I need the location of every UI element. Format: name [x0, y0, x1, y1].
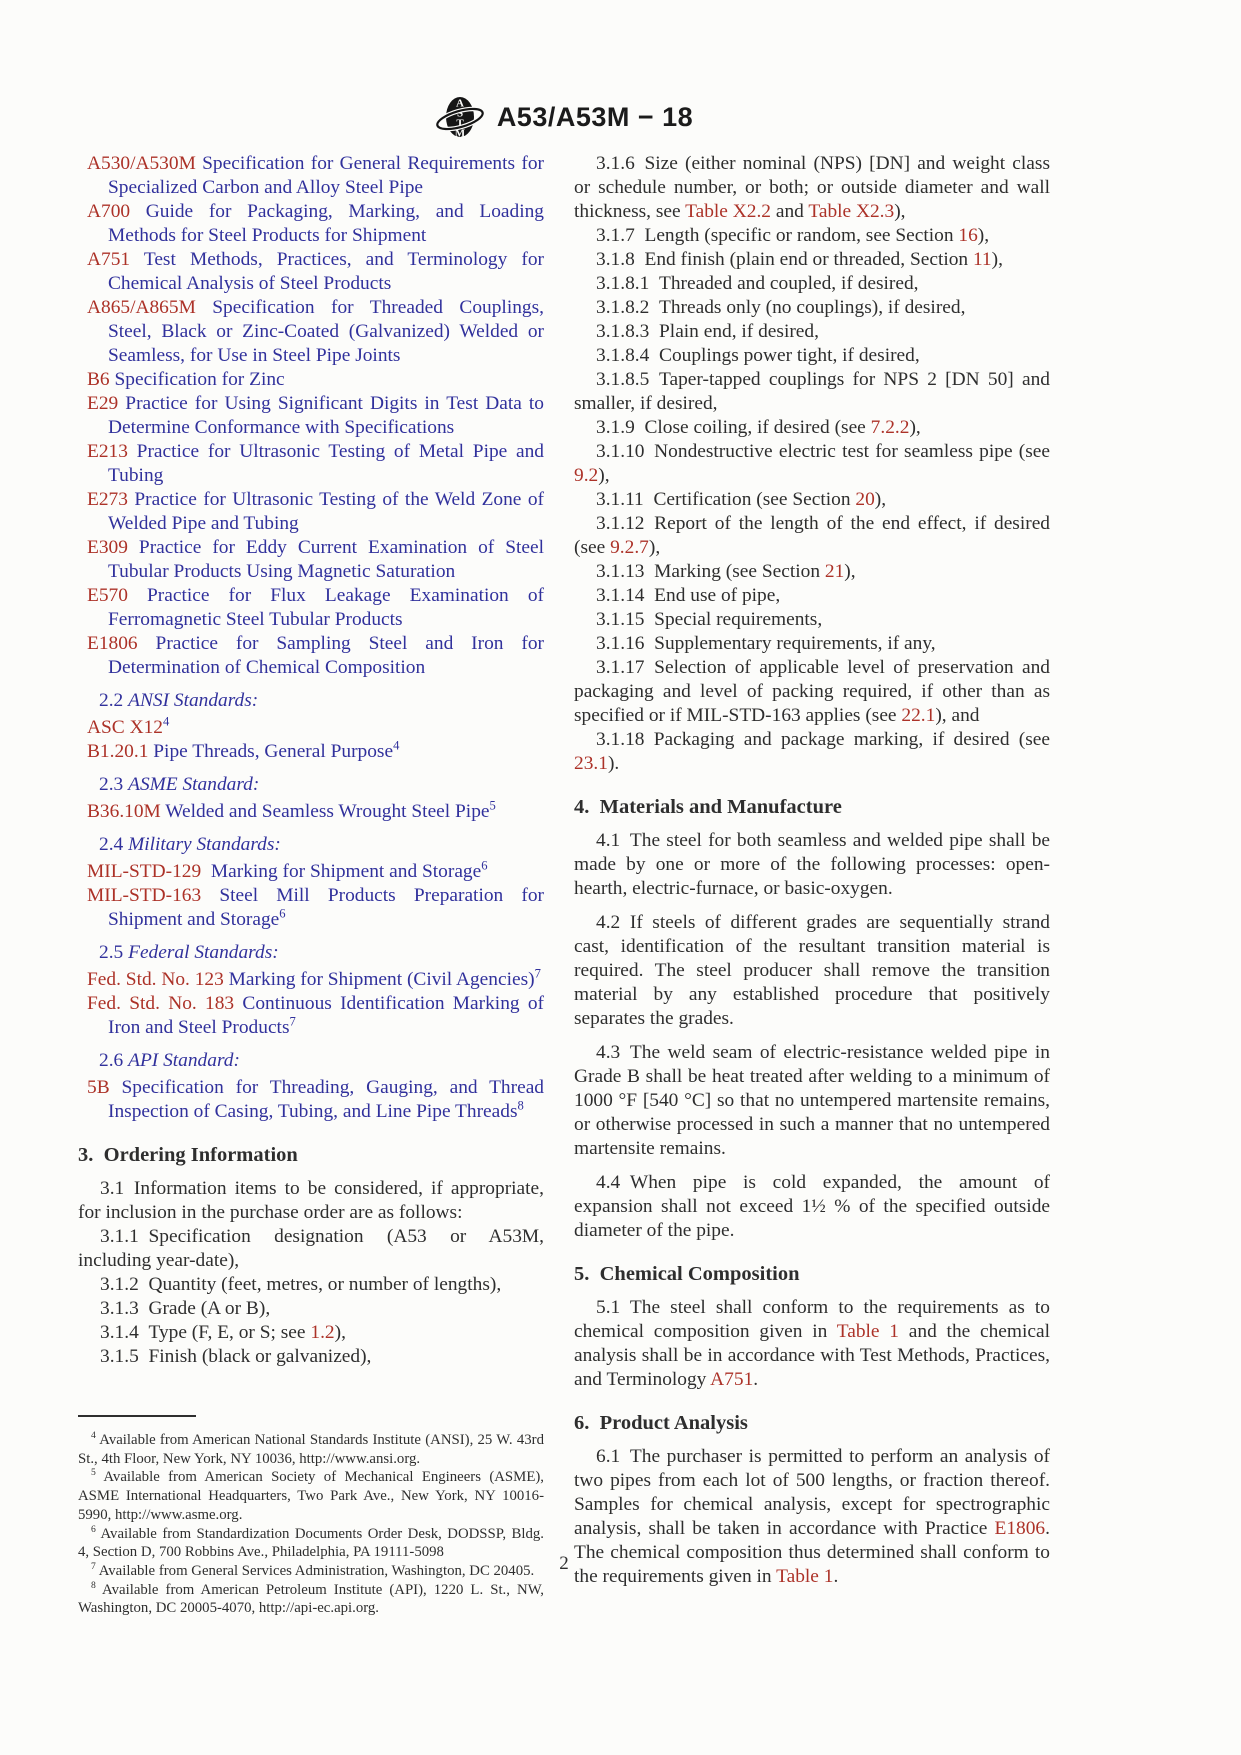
text-run: 8 — [517, 1098, 524, 1113]
crossref-link[interactable]: Fed. Std. No. 183 — [87, 993, 235, 1014]
text-run: 3.1.15 Special requirements, — [596, 609, 823, 630]
paragraph — [574, 656, 1050, 728]
svg-text:M: M — [454, 127, 466, 140]
text-run: Available from American Society of Mechanical Engineers (ASME), ASME International Headquarters, Two Park Ave., New York, NY 10016-5990, http://www.asme.org. — [78, 1469, 544, 1523]
text-run: and — [771, 201, 809, 222]
text-run: 3.1.8.3 Plain end, if desired, — [596, 321, 819, 342]
standard-designation: A53/A53M − 18 — [496, 102, 694, 132]
reference-entry — [87, 992, 544, 1040]
text-run: and the chemical analysis shall be in accordance with Test Methods, Practices, and Terminology — [574, 1321, 1050, 1390]
text-run: Practice for Ultrasonic Testing of the Weld Zone of Welded Pipe and Tubing — [108, 489, 544, 534]
text-run: 5.1 The steel shall conform to the requirements as to chemical composition given in — [574, 1297, 1050, 1342]
text-run: Available from American National Standards Institute (ANSI), 25 W. 43rd St., 4th Floor, New York, NY 10036, http://www.ansi.org. — [78, 1432, 544, 1467]
text-run: 4.2 If steels of different grades are sequentially strand cast, identification of the resultant transition material is required. The steel producer shall remove the transition material by any established procedure that positively separates the grades. — [574, 912, 1050, 1029]
text-run: Guide for Packaging, Marking, and Loading Methods for Steel Products for Shipment — [108, 201, 544, 246]
text-run: 7 — [91, 1561, 96, 1572]
text-run: ), — [648, 537, 661, 558]
crossref-link[interactable]: 16 — [958, 225, 978, 246]
reference-entry — [87, 632, 544, 680]
text-run: ), — [844, 561, 856, 582]
section-heading — [574, 1262, 1050, 1286]
crossref-link[interactable]: 9.2.7 — [610, 537, 649, 558]
text-run: Federal Standards: — [128, 942, 279, 963]
text-run: . The chemical composition thus determined shall conform to the requirements given in — [574, 1518, 1050, 1587]
text-run: Test Methods, Practices, and Terminology for Chemical Analysis of Steel Products — [108, 249, 544, 294]
text-run: ), — [894, 201, 906, 222]
paragraph — [78, 1177, 544, 1225]
crossref-link[interactable]: MIL-STD-163 — [87, 885, 202, 906]
text-run: 5. Chemical Composition — [574, 1263, 800, 1285]
text-run: Practice for Sampling Steel and Iron for Determination of Chemical Composition — [108, 633, 544, 678]
text-run: 4. Materials and Manufacture — [574, 796, 842, 818]
crossref-link[interactable]: ASC X12 — [87, 717, 163, 738]
text-run: 3.1.1 Specification designation (A53 or A53M, including year-date), — [78, 1226, 544, 1271]
text-run: ), — [991, 249, 1003, 270]
reference-entry — [87, 440, 544, 488]
text-run: Marking for Shipment and Storage — [201, 861, 482, 882]
paragraph — [574, 368, 1050, 416]
paragraph — [574, 272, 1050, 296]
text-run: 3.1.3 Grade (A or B), — [100, 1298, 271, 1319]
reference-entry — [87, 248, 544, 296]
crossref-link[interactable]: A530/A530M — [87, 153, 196, 174]
paragraph — [574, 344, 1050, 368]
crossref-link[interactable]: A751 — [710, 1369, 754, 1390]
text-run: 4.3 The weld seam of electric-resistance welded pipe in Grade B shall be heat treated after welding to a minimum of 1000 °F [540 °C] so that no untempered martensite remains, or otherwise processed in such a manner that no untempered martensite remains. — [574, 1042, 1050, 1159]
svg-text:S: S — [456, 107, 463, 120]
reference-entry — [87, 200, 544, 248]
paragraph — [574, 224, 1050, 248]
paragraph — [78, 1345, 544, 1369]
text-run: ), and — [935, 705, 980, 726]
text-run: Steel Mill Products Preparation for Shipment and Storage — [108, 885, 544, 930]
reference-entry — [87, 392, 544, 440]
text-run: 5 — [489, 798, 496, 813]
text-run: Pipe Threads, General Purpose — [148, 741, 394, 762]
page-number: 2 — [559, 1553, 569, 1574]
paragraph — [574, 152, 1050, 224]
crossref-link[interactable]: E1806 — [994, 1518, 1046, 1539]
text-run: Continuous Identification Marking of Iron and Steel Products — [108, 993, 545, 1038]
subsection-label — [78, 773, 544, 797]
footnote-separator — [78, 1415, 196, 1417]
paragraph — [574, 1296, 1050, 1392]
text-run: 2.3 — [99, 774, 129, 795]
text-run: API Standard: — [128, 1050, 240, 1071]
text-run: 3.1.8.4 Couplings power tight, if desired, — [596, 345, 920, 366]
paragraph — [574, 632, 1050, 656]
crossref-link[interactable]: A865/A865M — [87, 297, 196, 318]
text-run: Military Standards: — [128, 834, 281, 855]
text-run: . — [833, 1566, 839, 1587]
crossref-link[interactable]: B6 — [87, 369, 110, 390]
text-run: ANSI Standards: — [128, 690, 259, 711]
text-run: 7 — [289, 1014, 296, 1029]
crossref-link[interactable]: 1.2 — [310, 1322, 335, 1343]
astm-logo-icon — [435, 94, 485, 140]
text-run: 3.1.14 End use of pipe, — [596, 585, 781, 606]
reference-entry — [87, 968, 544, 992]
crossref-link[interactable]: 23.1 — [574, 753, 608, 774]
text-run: Available from General Services Administration, Washington, DC 20405. — [95, 1562, 535, 1579]
text-run: 3.1.13 Marking (see Section — [596, 561, 825, 582]
section-heading — [574, 795, 1050, 819]
text-run: Welded and Seamless Wrought Steel Pipe — [160, 801, 490, 822]
text-run: 5 — [91, 1467, 96, 1479]
text-run: 3.1.8.1 Threaded and coupled, if desired, — [596, 273, 919, 294]
reference-entry — [87, 1076, 544, 1124]
text-run: 4.4 When pipe is cold expanded, the amount of expansion shall not exceed 1½ % of the specified outside diameter of the pipe. — [574, 1172, 1050, 1241]
svg-text:T: T — [456, 117, 464, 130]
crossref-link[interactable]: E570 — [87, 585, 128, 606]
reference-entry — [87, 884, 544, 932]
text-run: 7 — [534, 966, 541, 981]
footnote — [78, 1468, 544, 1524]
reference-entry — [87, 296, 544, 368]
text-run: 3.1.6 Size (either nominal (NPS) [DN] and weight class or schedule number, or both; or outside diameter and wall thickness, see — [574, 153, 1050, 222]
text-run: 2.4 — [99, 834, 129, 855]
text-run: 3.1.11 Certification (see Section — [596, 489, 856, 510]
text-run: 6. Product Analysis — [574, 1412, 748, 1434]
text-run: 3.1.7 Length (specific or random, see Section — [596, 225, 959, 246]
text-run: 6 — [481, 858, 488, 873]
text-run: 4 — [162, 714, 170, 729]
text-run: 3.1.8.2 Threads only (no couplings), if desired, — [596, 297, 966, 318]
reference-entry — [87, 740, 544, 764]
paragraph — [78, 1297, 544, 1321]
crossref-link[interactable]: A751 — [87, 249, 131, 270]
text-run: . — [753, 1369, 759, 1390]
paragraph — [574, 416, 1050, 440]
crossref-link[interactable]: A700 — [87, 201, 131, 222]
text-run: 3.1.8 End finish (plain end or threaded, Section — [596, 249, 973, 270]
text-run: 2.6 — [99, 1050, 129, 1071]
paragraph — [574, 440, 1050, 488]
footnote — [78, 1431, 544, 1468]
text-run: 3. Ordering Information — [78, 1144, 298, 1166]
paragraph — [574, 1041, 1050, 1161]
reference-entry — [87, 584, 544, 632]
reference-entry — [87, 368, 544, 392]
text-run: Practice for Eddy Current Examination of Steel Tubular Products Using Magnetic Saturation — [108, 537, 544, 582]
text-run: ), — [909, 417, 921, 438]
paragraph — [574, 829, 1050, 901]
text-run: 3.1.2 Quantity (feet, metres, or number of lengths), — [100, 1274, 502, 1295]
paragraph — [574, 911, 1050, 1031]
two-column-content — [78, 152, 1050, 1618]
reference-entry — [87, 716, 544, 740]
text-run: 3.1.10 Nondestructive electric test for seamless pipe (see — [596, 441, 1050, 462]
crossref-link[interactable]: Fed. Std. No. 123 — [87, 969, 224, 990]
text-run: Practice for Flux Leakage Examination of Ferromagnetic Steel Tubular Products — [108, 585, 544, 630]
paragraph — [78, 1273, 544, 1297]
paragraph — [574, 584, 1050, 608]
page-header — [78, 94, 1050, 140]
section-heading — [574, 1411, 1050, 1435]
text-run: 8 — [91, 1579, 96, 1591]
footnote — [78, 1581, 544, 1618]
subsection-label — [78, 1049, 544, 1073]
crossref-link[interactable]: 20 — [855, 489, 875, 510]
paragraph — [574, 728, 1050, 776]
text-run: 6 — [279, 906, 286, 921]
text-run: Practice for Ultrasonic Testing of Metal Pipe and Tubing — [108, 441, 544, 486]
text-run: Specification for General Requirements for Specialized Carbon and Alloy Steel Pipe — [108, 153, 544, 198]
crossref-link[interactable]: 11 — [972, 249, 992, 270]
text-run: ), — [977, 225, 990, 246]
text-run: Specification for Threading, Gauging, and Thread Inspection of Casing, Tubing, and Line Pipe Threads — [108, 1077, 544, 1122]
paragraph — [574, 560, 1050, 584]
subsection-label — [78, 941, 544, 965]
section-heading — [78, 1143, 544, 1167]
right-column — [574, 152, 1050, 1618]
text-run: 3.1.5 Finish (black or galvanized), — [100, 1346, 372, 1367]
paragraph — [78, 1225, 544, 1273]
text-run: 3.1.9 Close coiling, if desired (see — [596, 417, 871, 438]
text-run: 3.1.17 Selection of applicable level of preservation and packaging and level of packing required, if other than as specified or if MIL-STD-163 applies (see — [574, 657, 1050, 726]
text-run: 4.1 The steel for both seamless and welded pipe shall be made by one or more of the following processes: open-hearth, electric-furnace, or basic-oxygen. — [574, 830, 1050, 899]
crossref-link[interactable]: E273 — [87, 489, 128, 510]
crossref-link[interactable]: 21 — [824, 561, 845, 582]
text-run: 6 — [91, 1523, 96, 1535]
left-column — [78, 152, 544, 1618]
text-run: 4 — [393, 738, 400, 753]
text-run: Available from American Petroleum Institute (API), 1220 L. St., NW, Washington, DC 20005-4070, http://api-ec.api.org. — [78, 1581, 544, 1617]
crossref-link[interactable]: 5B — [87, 1077, 110, 1098]
crossref-link[interactable]: E213 — [87, 441, 128, 462]
paragraph — [574, 1171, 1050, 1243]
paragraph — [574, 296, 1050, 320]
text-run: 3.1.16 Supplementary requirements, if any, — [596, 633, 936, 654]
crossref-link[interactable]: E309 — [87, 537, 128, 558]
crossref-link[interactable]: E1806 — [87, 633, 138, 654]
crossref-link[interactable]: MIL-STD-129 — [87, 861, 202, 882]
crossref-link[interactable]: E29 — [87, 393, 119, 414]
reference-entry — [87, 536, 544, 584]
text-run: 6.1 The purchaser is permitted to perform an analysis of two pipes from each lot of 500 lengths, or fraction thereof. Samples for chemical analysis, except for spectrographic analysis, shall be taken in accordance with Practice — [574, 1446, 1050, 1539]
text-run: Specification for Zinc — [109, 369, 285, 390]
crossref-link[interactable]: B1.20.1 — [87, 741, 149, 762]
text-run: 3.1.4 Type (F, E, or S; see — [100, 1322, 311, 1343]
text-run: Marking for Shipment (Civil Agencies) — [223, 969, 535, 990]
text-run: ), — [598, 465, 610, 486]
paragraph — [574, 248, 1050, 272]
paragraph — [574, 488, 1050, 512]
svg-text:A: A — [455, 97, 464, 110]
text-run: 2.5 — [99, 942, 129, 963]
crossref-link[interactable]: 22.1 — [901, 705, 936, 726]
text-run: ). — [607, 753, 620, 774]
crossref-link[interactable]: Table X2.3 — [808, 201, 895, 222]
reference-entry — [87, 488, 544, 536]
crossref-link[interactable]: 7.2.2 — [870, 417, 910, 438]
paragraph — [574, 512, 1050, 560]
text-run: 3.1.18 Packaging and package marking, if desired (see — [596, 729, 1050, 750]
crossref-link[interactable]: 9.2 — [574, 465, 599, 486]
subsection-label — [78, 833, 544, 857]
text-run: Practice for Using Significant Digits in Test Data to Determine Conformance with Specifications — [108, 393, 544, 438]
text-run: 2.2 — [99, 690, 129, 711]
paragraph — [574, 608, 1050, 632]
text-run: 3.1.12 Report of the length of the end effect, if desired (see — [574, 513, 1050, 558]
crossref-link[interactable]: Table 1 — [836, 1321, 900, 1342]
crossref-link[interactable]: Table 1 — [776, 1566, 834, 1587]
text-run: Specification for Threaded Couplings, Steel, Black or Zinc-Coated (Galvanized) Welded or Seamless, for Use in Steel Pipe Joints — [108, 297, 544, 366]
text-run: ASME Standard: — [128, 774, 260, 795]
paragraph — [78, 1321, 544, 1345]
text-run: 3.1 Information items to be considered, if appropriate, for inclusion in the purchase order are as follows: — [78, 1178, 544, 1223]
crossref-link[interactable]: B36.10M — [87, 801, 161, 822]
text-run: 3.1.8.5 Taper-tapped couplings for NPS 2 [DN 50] and smaller, if desired, — [574, 369, 1050, 414]
reference-entry — [87, 152, 544, 200]
text-run: ), — [874, 489, 887, 510]
text-run: Available from Standardization Documents Order Desk, DODSSP, Bldg. 4, Section D, 700 Robbins Ave., Philadelphia, PA 19111-5098 — [78, 1525, 544, 1561]
subsection-label — [78, 689, 544, 713]
paragraph — [574, 320, 1050, 344]
reference-entry — [87, 800, 544, 824]
text-run: ), — [334, 1322, 346, 1343]
crossref-link[interactable]: Table X2.2 — [685, 201, 771, 222]
reference-entry — [87, 860, 544, 884]
text-run: 4 — [91, 1430, 96, 1442]
